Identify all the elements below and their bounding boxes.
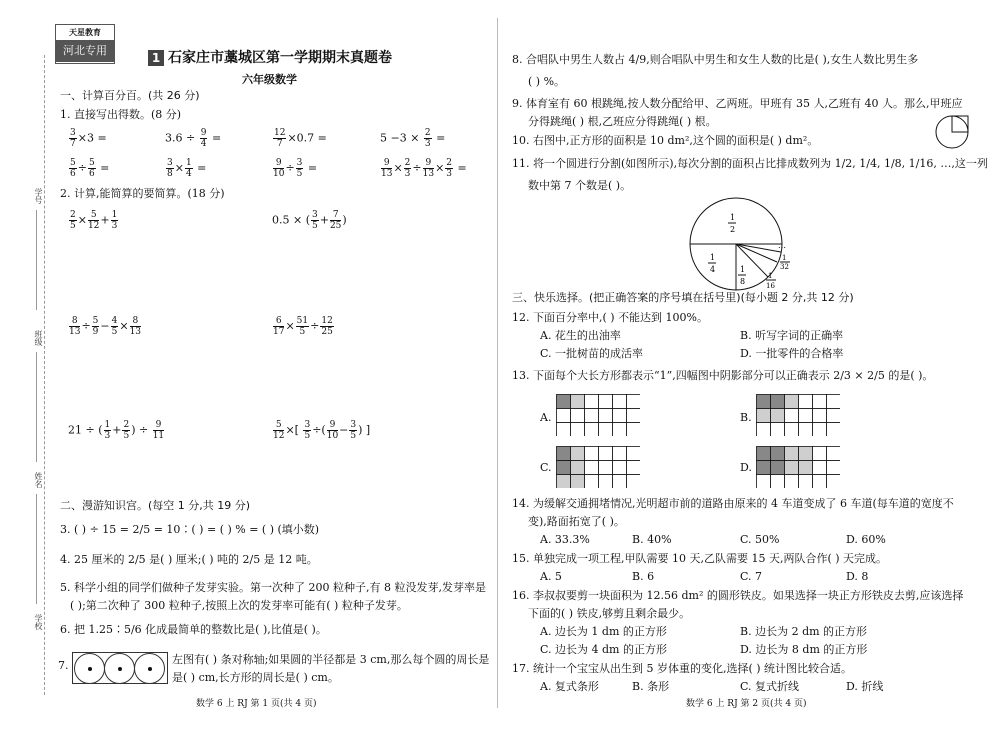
question-6: 6. 把 1.25∶5/6 化成最简单的整数比是( ),比值是( )。 bbox=[60, 623, 327, 636]
grid-cell bbox=[813, 395, 827, 409]
grid-cell bbox=[613, 409, 627, 423]
grid-cell bbox=[613, 475, 627, 489]
grid-cell bbox=[599, 475, 613, 489]
q14-option-d: D. 60% bbox=[846, 533, 886, 546]
grid-cell bbox=[613, 423, 627, 437]
class-line bbox=[36, 352, 37, 462]
calc-6: $\frac{5}{12}$ ×[ $\frac{3}{5}$ ÷( $\frac{9}{10}$ − $\frac{3}{5}$ ) ] bbox=[273, 420, 371, 441]
grid-cell bbox=[799, 409, 813, 423]
right-page bbox=[500, 0, 1000, 735]
grid-cell bbox=[813, 423, 827, 437]
question-11-line-1: 11. 将一个圆进行分割(如图所示),每次分割的面积占比排成数列为 1/2, 1/4, 1/8, 1/16, …,这一列 bbox=[512, 157, 988, 170]
grid-cell bbox=[557, 395, 571, 409]
grid-cell bbox=[827, 475, 841, 489]
paper-title: 1 石家庄市藁城区第一学期期末真题卷 bbox=[148, 50, 392, 66]
q13-grid-a bbox=[556, 394, 640, 436]
grid-cell bbox=[785, 409, 799, 423]
svg-text:16: 16 bbox=[766, 282, 775, 290]
grid-cell bbox=[585, 461, 599, 475]
grid-cell bbox=[757, 475, 771, 489]
section-3-heading: 三、快乐选择。(把正确答案的序号填在括号里)(每小题 2 分,共 12 分) bbox=[512, 291, 854, 304]
name-line bbox=[36, 494, 37, 604]
q13-option-a-label: A. bbox=[540, 411, 552, 424]
q14-option-b: B. 40% bbox=[632, 533, 672, 546]
q12-option-c: C. 一批树苗的成活率 bbox=[540, 347, 644, 360]
grid-cell bbox=[585, 447, 599, 461]
q15-option-a: A. 5 bbox=[540, 570, 562, 583]
grid-cell bbox=[627, 423, 641, 437]
q13-option-b-label: B. bbox=[740, 411, 752, 424]
grid-cell bbox=[599, 423, 613, 437]
question-7-number: 7. bbox=[58, 659, 69, 672]
q17-option-d: D. 折线 bbox=[846, 680, 884, 693]
section-1-heading: 一、计算百分百。(共 26 分) bbox=[60, 89, 200, 102]
calc-3: $\frac{8}{13}$ ÷ $\frac{5}{9}$ − $\frac{4}{5}$ × $\frac{8}{13}$ bbox=[69, 316, 142, 337]
expr-6: $\frac{3}{8}$ × $\frac{1}{4}$ = bbox=[167, 158, 207, 179]
q17-option-a: A. 复式条形 bbox=[540, 680, 599, 693]
q16-option-c: C. 边长为 4 dm 的正方形 bbox=[540, 643, 667, 656]
grid-cell bbox=[813, 475, 827, 489]
question-8-line-2: ( ) %。 bbox=[528, 75, 566, 88]
q16-option-a: A. 边长为 1 dm 的正方形 bbox=[540, 625, 667, 638]
grid-cell bbox=[613, 461, 627, 475]
school-label: 学校 bbox=[34, 614, 43, 630]
q15-option-c: C. 7 bbox=[740, 570, 763, 583]
calc-4: $\frac{6}{17}$ × $\frac{51}{5}$ ÷ $\frac{12}{25}$ bbox=[273, 316, 333, 337]
student-no-line bbox=[36, 210, 37, 310]
grid-cell bbox=[557, 475, 571, 489]
q13-grid-b bbox=[756, 394, 840, 436]
grid-cell bbox=[771, 447, 785, 461]
three-circles-rectangle bbox=[72, 652, 168, 684]
logo-brand: 天星教育 bbox=[69, 28, 101, 37]
grid-cell bbox=[813, 447, 827, 461]
label-32nd: 1 bbox=[782, 254, 787, 262]
q16-option-d: D. 边长为 8 dm 的正方形 bbox=[740, 643, 868, 656]
circle-center bbox=[118, 667, 122, 671]
left-page-footer: 数学 6 上 RJ 第 1 页(共 4 页) bbox=[196, 699, 317, 709]
label-eighth: 1 bbox=[740, 265, 746, 274]
question-4: 4. 25 厘米的 2/5 是( ) 厘米;( ) 吨的 2/5 是 12 吨。 bbox=[60, 553, 318, 566]
grid-cell bbox=[599, 461, 613, 475]
svg-text:32: 32 bbox=[780, 263, 789, 271]
expr-3: $\frac{12}{7}$ ×0.7 = bbox=[274, 128, 327, 149]
grid-cell bbox=[799, 461, 813, 475]
grid-cell bbox=[557, 423, 571, 437]
student-no-label: 学号 bbox=[34, 188, 43, 204]
grid-cell bbox=[571, 395, 585, 409]
question-9-line-2: 分得跳绳( ) 根,乙班应分得跳绳( ) 根。 bbox=[528, 115, 717, 128]
grid-cell bbox=[627, 461, 641, 475]
grid-cell bbox=[785, 447, 799, 461]
question-15: 15. 单独完成一项工程,甲队需要 10 天,乙队需要 15 天,两队合作( ) 天完成。 bbox=[512, 552, 888, 565]
grid-cell bbox=[571, 475, 585, 489]
q15-option-b: B. 6 bbox=[632, 570, 655, 583]
grid-cell bbox=[585, 409, 599, 423]
q14-option-c: C. 50% bbox=[740, 533, 780, 546]
circle-3 bbox=[134, 653, 165, 684]
grid-cell bbox=[785, 423, 799, 437]
grid-cell bbox=[757, 447, 771, 461]
grid-cell bbox=[627, 475, 641, 489]
grid-cell bbox=[557, 447, 571, 461]
expr-8: $\frac{9}{13}$ × $\frac{2}{3}$ ÷ $\frac{9}{13}$ × $\frac{2}{3}$ = bbox=[381, 158, 467, 179]
grid-cell bbox=[827, 461, 841, 475]
logo-tag: 河北专用 bbox=[56, 40, 114, 62]
right-page-footer: 数学 6 上 RJ 第 2 页(共 4 页) bbox=[686, 699, 807, 709]
grid-cell bbox=[557, 461, 571, 475]
grid-cell bbox=[557, 409, 571, 423]
question-7-line-1: 左图有( ) 条对称轴;如果圆的半径都是 3 cm,那么每个圆的周长是 bbox=[172, 653, 490, 666]
binding-line bbox=[44, 55, 46, 695]
grid-cell bbox=[627, 447, 641, 461]
paper-subtitle: 六年级数学 bbox=[242, 73, 297, 86]
q16-option-b: B. 边长为 2 dm 的正方形 bbox=[740, 625, 868, 638]
circle-2 bbox=[104, 653, 135, 684]
expr-2: 3.6 ÷ $\frac{9}{4}$ = bbox=[165, 128, 222, 149]
grid-cell bbox=[599, 395, 613, 409]
circle-center bbox=[148, 667, 152, 671]
grid-cell bbox=[571, 423, 585, 437]
q13-option-d-label: D. bbox=[740, 461, 752, 474]
grid-cell bbox=[813, 461, 827, 475]
grid-cell bbox=[627, 409, 641, 423]
question-14-line-1: 14. 为缓解交通拥堵情况,光明超市前的道路由原来的 4 车道变成了 6 车道(每车道的宽度不 bbox=[512, 497, 954, 510]
q12-option-a: A. 花生的出油率 bbox=[540, 329, 621, 342]
grid-cell bbox=[799, 395, 813, 409]
question-10: 10. 右图中,正方形的面积是 10 dm²,这个圆的面积是( ) dm²。 bbox=[512, 134, 819, 147]
publisher-logo bbox=[55, 24, 115, 64]
question-9-line-1: 9. 体育室有 60 根跳绳,按人数分配给甲、乙两班。甲班有 35 人,乙班有 40 人。那么,甲班应 bbox=[512, 97, 963, 110]
expr-5: $\frac{5}{6}$ ÷ $\frac{5}{6}$ = bbox=[70, 158, 110, 179]
grid-cell bbox=[571, 447, 585, 461]
grid-cell bbox=[827, 447, 841, 461]
q12-option-d: D. 一批零件的合格率 bbox=[740, 347, 844, 360]
q15-option-d: D. 8 bbox=[846, 570, 869, 583]
q17-option-c: C. 复式折线 bbox=[740, 680, 800, 693]
question-3: 3. ( ) ÷ 15 = 2/5 = 10∶( ) = ( ) % = ( ) (填小数) bbox=[60, 523, 320, 536]
question-16-line-2: 下面的( ) 铁皮,够剪且剩余最少。 bbox=[528, 607, 691, 620]
q13-option-c-label: C. bbox=[540, 461, 552, 474]
q13-grid-d bbox=[756, 446, 840, 488]
grid-cell bbox=[757, 409, 771, 423]
label-quarter: 1 bbox=[710, 253, 716, 262]
q13-grid-c bbox=[556, 446, 640, 488]
calc-1: $\frac{2}{5}$ × $\frac{5}{12}$ + $\frac{1}{3}$ bbox=[70, 210, 118, 231]
divided-circle-figure bbox=[680, 196, 800, 292]
grid-cell bbox=[757, 395, 771, 409]
svg-text:8: 8 bbox=[740, 277, 746, 286]
circle-center bbox=[88, 667, 92, 671]
grid-cell bbox=[785, 395, 799, 409]
question-5-line-2: ( );第二次种了 300 粒种子,按照上次的发芽率可能有( ) 粒种子发芽。 bbox=[70, 599, 408, 612]
grid-cell bbox=[571, 461, 585, 475]
circle-1 bbox=[74, 653, 105, 684]
grid-cell bbox=[613, 395, 627, 409]
grid-cell bbox=[757, 423, 771, 437]
question-14-line-2: 变),路面拓宽了( )。 bbox=[528, 515, 625, 528]
grid-cell bbox=[613, 447, 627, 461]
calc-2: 0.5 × ( $\frac{3}{5}$ + $\frac{7}{25}$ ) bbox=[272, 210, 347, 231]
question-2: 2. 计算,能简算的要简算。(18 分) bbox=[60, 187, 225, 200]
grid-cell bbox=[771, 475, 785, 489]
grid-cell bbox=[585, 395, 599, 409]
question-13: 13. 下面每个大长方形都表示“1”,四幅图中阴影部分可以正确表示 2/3 × 2/5 的是( )。 bbox=[512, 369, 934, 382]
grid-cell bbox=[771, 461, 785, 475]
grid-cell bbox=[799, 447, 813, 461]
grid-cell bbox=[799, 475, 813, 489]
question-8-line-1: 8. 合唱队中男生人数占 4/9,则合唱队中男生和女生人数的比是( ),女生人数比男生多 bbox=[512, 53, 919, 66]
square-circle-figure bbox=[934, 114, 970, 150]
grid-cell bbox=[799, 423, 813, 437]
expr-1: $\frac{3}{7}$ ×3 = bbox=[70, 128, 107, 149]
svg-text:4: 4 bbox=[710, 265, 716, 274]
q12-option-b: B. 听写字词的正确率 bbox=[740, 329, 844, 342]
grid-cell bbox=[599, 447, 613, 461]
question-11-line-2: 数中第 7 个数是( )。 bbox=[528, 179, 632, 192]
question-5-line-1: 5. 科学小组的同学们做种子发芽实验。第一次种了 200 粒种子,有 8 粒没发芽,发芽率是 bbox=[60, 581, 486, 594]
expr-7: $\frac{9}{10}$ ÷ $\frac{3}{5}$ = bbox=[273, 158, 318, 179]
grid-cell bbox=[785, 461, 799, 475]
grid-cell bbox=[571, 409, 585, 423]
label-ellipsis: … bbox=[778, 241, 786, 250]
grid-cell bbox=[627, 395, 641, 409]
grid-cell bbox=[771, 409, 785, 423]
grid-cell bbox=[771, 423, 785, 437]
grid-cell bbox=[813, 409, 827, 423]
grid-cell bbox=[757, 461, 771, 475]
grid-cell bbox=[585, 423, 599, 437]
grid-cell bbox=[827, 395, 841, 409]
label-half: 1 bbox=[730, 213, 736, 222]
question-1: 1. 直接写出得数。(8 分) bbox=[60, 108, 182, 121]
name-label: 姓名 bbox=[34, 472, 43, 488]
svg-text:2: 2 bbox=[730, 225, 736, 234]
grid-cell bbox=[599, 409, 613, 423]
question-7-line-2: 是( ) cm,长方形的周长是( ) cm。 bbox=[172, 671, 339, 684]
class-label: 班级 bbox=[34, 330, 43, 346]
paper-number: 1 bbox=[148, 50, 164, 66]
grid-cell bbox=[771, 395, 785, 409]
grid-cell bbox=[827, 423, 841, 437]
grid-cell bbox=[827, 409, 841, 423]
calc-5: 21 ÷ ( $\frac{1}{3}$ + $\frac{2}{5}$ ) ÷ $\frac{9}{11}$ bbox=[68, 420, 165, 441]
grid-cell bbox=[585, 475, 599, 489]
section-2-heading: 二、漫游知识宫。(每空 1 分,共 19 分) bbox=[60, 499, 251, 512]
grid-cell bbox=[785, 475, 799, 489]
question-17: 17. 统计一个宝宝从出生到 5 岁体重的变化,选择( ) 统计图比较合适。 bbox=[512, 662, 853, 675]
q14-option-a: A. 33.3% bbox=[540, 533, 590, 546]
question-12: 12. 下面百分率中,( ) 不能达到 100%。 bbox=[512, 311, 709, 324]
expr-4: 5 −3 × $\frac{2}{3}$ = bbox=[380, 128, 446, 149]
question-16-line-1: 16. 李叔叔要剪一块面积为 12.56 dm² 的圆形铁皮。如果选择一块正方形铁皮去剪,应该选择 bbox=[512, 589, 964, 602]
label-16th: 1 bbox=[768, 272, 773, 280]
q17-option-b: B. 条形 bbox=[632, 680, 670, 693]
